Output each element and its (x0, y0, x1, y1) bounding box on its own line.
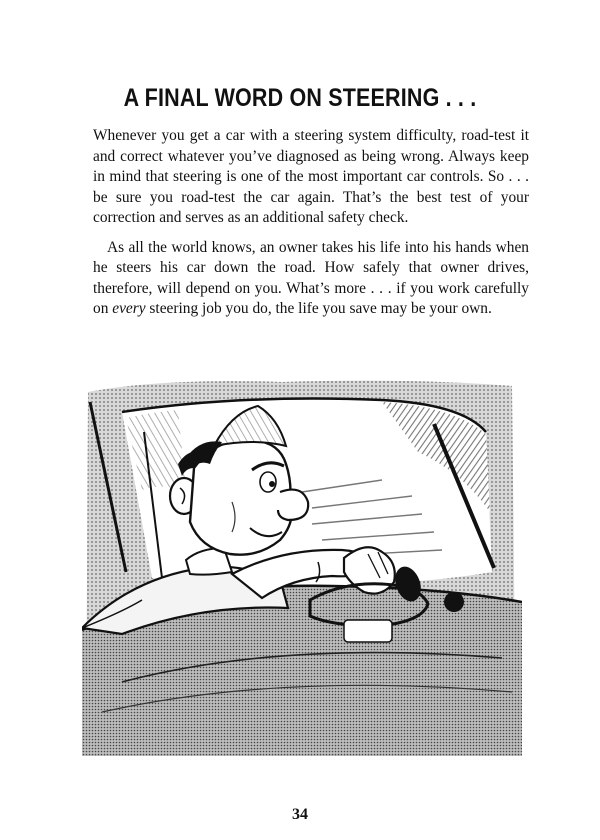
paragraph-2-text-before: As all the world knows, an owner takes his life into his hands when he steers his car down the road. How safely that owner drives, therefore, will depend on you. What’s more . . . if you work carefully on (93, 238, 529, 317)
page-title: A FINAL WORD ON STEERING . . . (123, 84, 477, 112)
paragraph-2 (93, 238, 529, 320)
paragraph-2-text-after: steering job you do, the life you save may be your own. (145, 300, 492, 317)
cartoon-driver-steering-illustration (82, 372, 522, 756)
paragraph-2-emphasis: every (112, 300, 146, 317)
body-text (93, 126, 529, 329)
page-number: 34 (292, 806, 308, 823)
paragraph-1: Whenever you get a car with a steering system difficulty, road-test it and correct whatever you’ve diagnosed as being wrong. Always keep in mind that steering is one of the most important car controls. So . . . be sure you road-test the car again. That’s the best test of your correction and serves as an additional safety check. (93, 127, 529, 226)
